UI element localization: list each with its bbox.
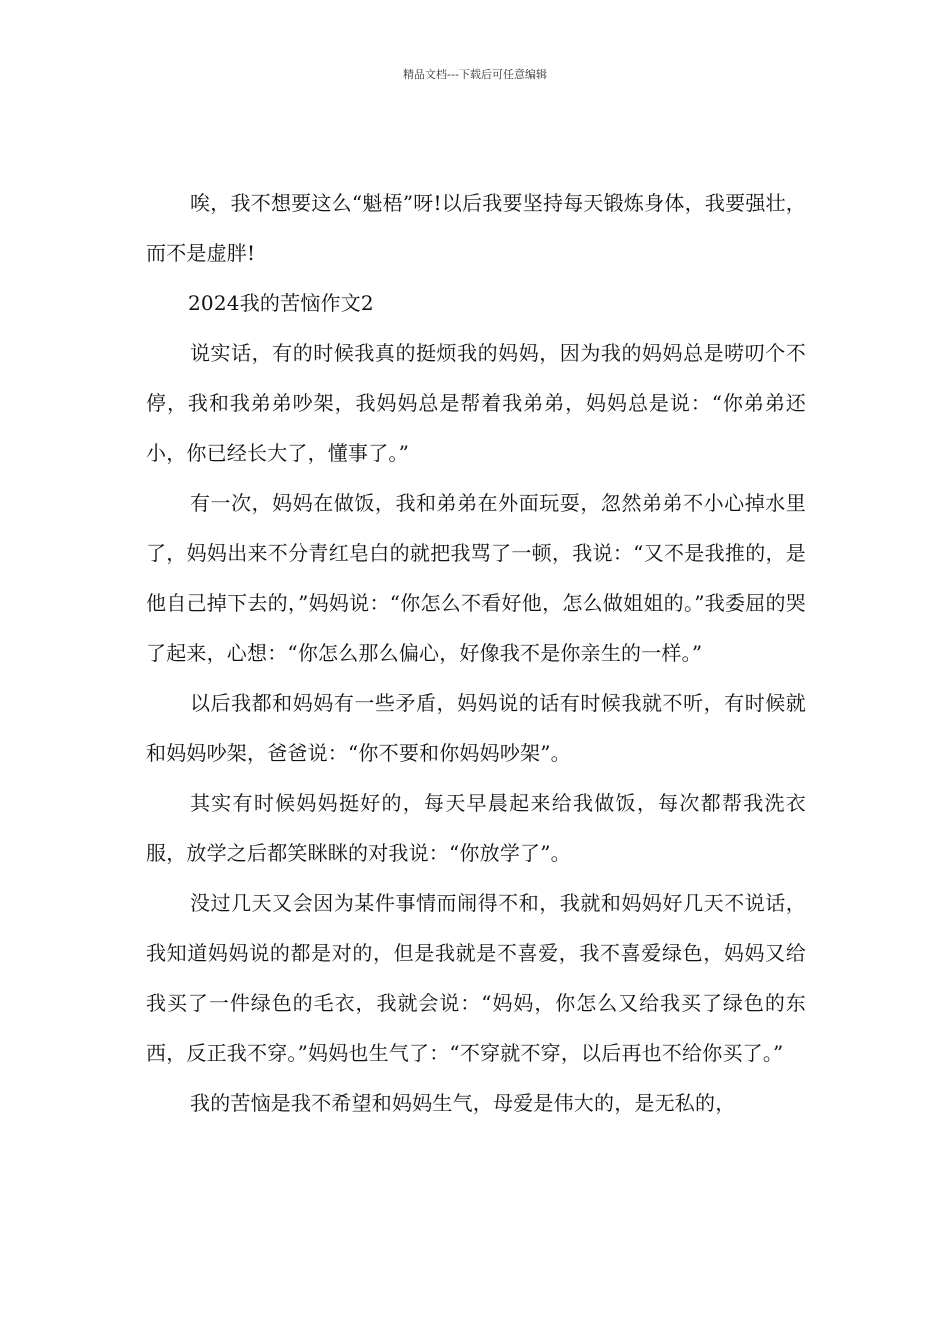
page-header: 精品文档---下载后可任意编辑 [403,68,547,81]
paragraph: 有一次，妈妈在做饭，我和弟弟在外面玩耍，忽然弟弟不小心掉水里了，妈妈出来不分青红皂白的就把我骂了一顿，我说：“又不是我推的，是他自己掉下去的，”妈妈说：“你怎么不看好他，怎么做姐姐的。”我委屈的哭了起来，心想：“你怎么那么偏心，好像我不是你亲生的一样。” [146,491,806,665]
essay-title: 2024我的苦恼作文2 [188,291,374,315]
paragraph: 我的苦恼是我不希望和妈妈生气，母爱是伟大的，是无私的， [190,1091,736,1115]
document-body [146,178,806,1128]
paragraph: 其实有时候妈妈挺好的，每天早晨起来给我做饭，每次都帮我洗衣服，放学之后都笑眯眯的对我说：“你放学了”。 [146,791,806,865]
paragraph: 以后我都和妈妈有一些矛盾，妈妈说的话有时候我就不听，有时候就和妈妈吵架，爸爸说：“你不要和你妈妈吵架”。 [146,691,806,765]
paragraph: 说实话，有的时候我真的挺烦我的妈妈，因为我的妈妈总是唠叨个不停，我和我弟弟吵架，我妈妈总是帮着我弟弟，妈妈总是说：“你弟弟还小，你已经长大了，懂事了。” [146,341,806,465]
paragraph: 唉，我不想要这么“魁梧”呀!以后我要坚持每天锻炼身体，我要强壮，而不是虚胖! [146,191,806,265]
paragraph: 没过几天又会因为某件事情而闹得不和，我就和妈妈好几天不说话，我知道妈妈说的都是对的，但是我就是不喜爱，我不喜爱绿色，妈妈又给我买了一件绿色的毛衣，我就会说：“妈妈，你怎么又给我买了绿色的东西，反正我不穿。”妈妈也生气了：“不穿就不穿，以后再也不给你买了。” [146,891,806,1065]
